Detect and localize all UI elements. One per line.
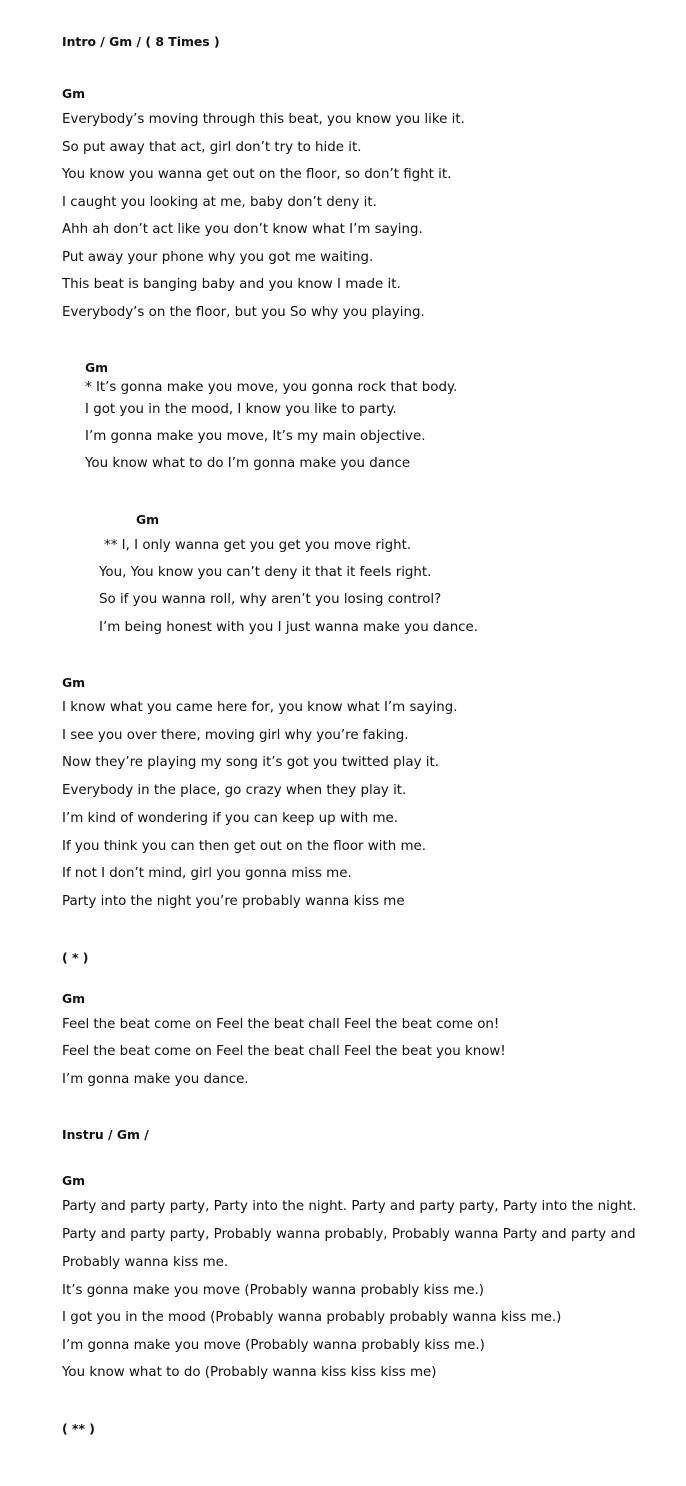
- chorus1-line: I got you in the mood, I know you like to party.: [85, 402, 397, 417]
- verse2-line: If not I don’t mind, girl you gonna miss me.: [62, 866, 352, 881]
- verse1-line: Everybody’s moving through this beat, you know you like it.: [62, 112, 465, 127]
- verse1-line: So put away that act, girl don’t try to hide it.: [62, 140, 362, 155]
- verse2-line: I know what you came here for, you know what I’m saying.: [62, 700, 458, 715]
- verse2-line: Everybody in the place, go crazy when they play it.: [62, 783, 407, 798]
- chorus1-line: You know what to do I’m gonna make you dance: [85, 456, 411, 471]
- instrumental-line: Instru / Gm /: [62, 1127, 149, 1142]
- verse1-chord: Gm: [62, 86, 86, 101]
- chorus1-chord: Gm: [85, 360, 109, 375]
- verse2-line: I see you over there, moving girl why you’re faking.: [62, 728, 409, 743]
- chorus2-line: ** I, I only wanna get you get you move right.: [104, 538, 412, 553]
- verse1-line: Put away your phone why you got me waiting.: [62, 250, 374, 265]
- repeat-chorus1-marker: ( * ): [62, 950, 89, 965]
- outro-chord: Gm: [62, 1173, 86, 1188]
- bridge-line: Feel the beat come on Feel the beat chall Feel the beat come on!: [62, 1017, 500, 1032]
- outro-line: I got you in the mood (Probably wanna probably probably wanna kiss me.): [62, 1310, 562, 1325]
- verse2-line: I’m kind of wondering if you can keep up with me.: [62, 811, 399, 826]
- intro-line: Intro / Gm / ( 8 Times ): [62, 34, 220, 49]
- verse1-line: This beat is banging baby and you know I made it.: [62, 277, 401, 292]
- outro-line: It’s gonna make you move (Probably wanna probably kiss me.): [62, 1283, 484, 1298]
- chorus2-line: So if you wanna roll, why aren’t you losing control?: [99, 592, 442, 607]
- verse1-line: I caught you looking at me, baby don’t deny it.: [62, 195, 377, 210]
- verse2-line: Party into the night you’re probably wanna kiss me: [62, 894, 405, 909]
- verse2-line: Now they’re playing my song it’s got you twitted play it.: [62, 755, 440, 770]
- chorus1-line: I’m gonna make you move, It’s my main objective.: [85, 429, 426, 444]
- verse2-line: If you think you can then get out on the floor with me.: [62, 839, 427, 854]
- chorus1-line: * It’s gonna make you move, you gonna rock that body.: [85, 380, 458, 395]
- chorus2-chord: Gm: [136, 512, 160, 527]
- bridge-line: Feel the beat come on Feel the beat chall Feel the beat you know!: [62, 1044, 506, 1059]
- bridge-line: I’m gonna make you dance.: [62, 1072, 249, 1087]
- outro-line: You know what to do (Probably wanna kiss kiss kiss me): [62, 1365, 437, 1380]
- outro-paragraph: Party and party party, Party into the night. Party and party party, Party into the night. Party and party party, Probably wanna probably, Probably wanna Party and party and Probably wanna kiss me.: [62, 1199, 637, 1270]
- outro-line: I’m gonna make you move (Probably wanna probably kiss me.): [62, 1338, 485, 1353]
- verse1-line: Ahh ah don’t act like you don’t know what I’m saying.: [62, 222, 423, 237]
- chorus2-line: I’m being honest with you I just wanna make you dance.: [99, 620, 479, 635]
- chorus2-line: You, You know you can’t deny it that it feels right.: [99, 565, 432, 580]
- repeat-chorus2-marker: ( ** ): [62, 1421, 95, 1436]
- verse2-chord: Gm: [62, 675, 86, 690]
- verse1-line: You know you wanna get out on the floor, so don’t fight it.: [62, 167, 452, 182]
- bridge-chord: Gm: [62, 991, 86, 1006]
- verse1-line: Everybody’s on the floor, but you So why you playing.: [62, 305, 425, 320]
